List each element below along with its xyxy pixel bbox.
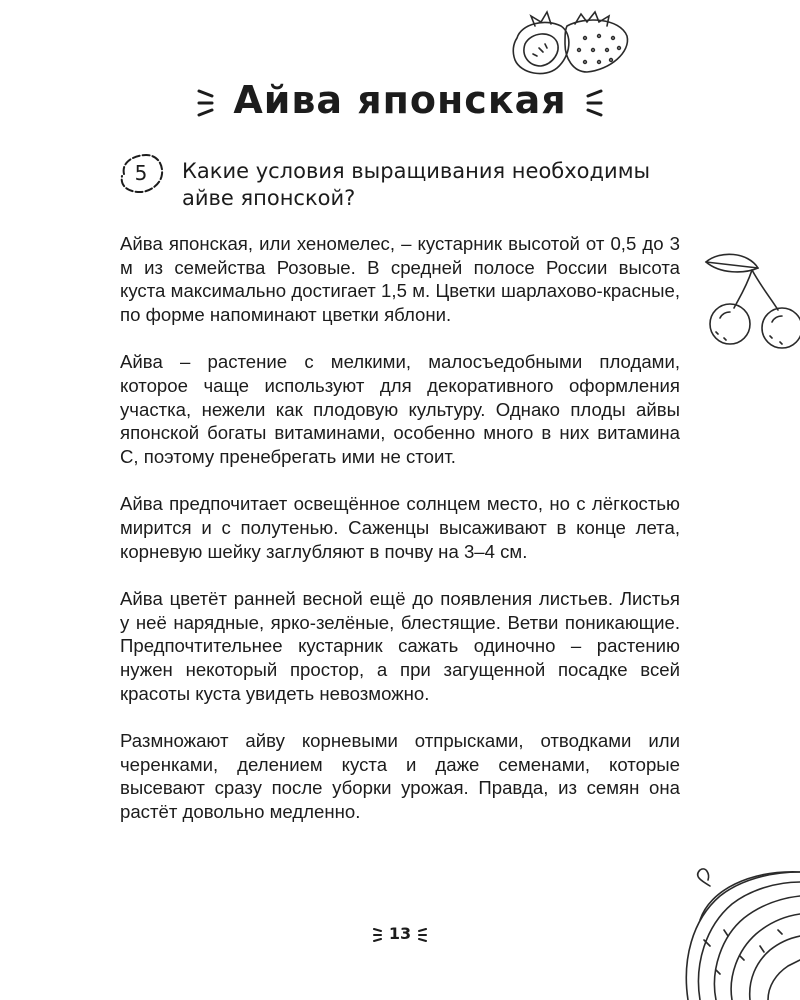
strawberries-drawing bbox=[495, 8, 645, 78]
article-body bbox=[120, 232, 680, 847]
question-number: 5 bbox=[134, 161, 148, 185]
page-title bbox=[0, 78, 800, 122]
question-text: Какие условия выращивания необходимы айве японской? bbox=[182, 159, 651, 210]
paragraph: Айва цветёт ранней весной ещё до появления листьев. Листья у неё нарядные, ярко-зелёные, блестящие. Ветви поникающие. Предпочтительнее кустарник сажать одиночно – растению нужен некоторый простор, а при загущенной посадке всей красоты куста увидеть невозможно. bbox=[120, 588, 680, 704]
paragraph: Айва – растение с мелкими, малосъедобными плодами, которое чаще используют для декоративного оформления участка, нежели как плодовую культуру. Однако плоды айвы японской богаты витаминами, особенно много в них витамина С, поэтому пренебрегать ими не стоит. bbox=[120, 351, 680, 467]
title-right-ornament bbox=[585, 88, 603, 118]
title-text: Айва японская bbox=[233, 78, 567, 122]
footer-left-ornament bbox=[373, 927, 383, 943]
question-number-badge bbox=[116, 152, 166, 194]
title-left-ornament bbox=[197, 88, 215, 118]
paragraph: Размножают айву корневыми отпрысками, отводками или черенками, делением куста и даже семенами, которые высевают сразу после уборки урожая. Правда, из семян она растёт довольно медленно. bbox=[120, 730, 680, 822]
page-footer bbox=[0, 924, 800, 943]
footer-right-ornament bbox=[417, 927, 427, 943]
page-number: 13 bbox=[388, 924, 412, 943]
paragraph: Айва предпочитает освещённое солнцем место, но с лёгкостью мирится и с полутенью. Саженцы высаживают в конце лета, корневую шейку заглубляют в почву на 3–4 см. bbox=[120, 493, 680, 562]
paragraph: Айва японская, или хеномелес, – кустарник высотой от 0,5 до 3 м из семейства Розовые. В средней полосе России высота куста максимально достигает 1,5 м. Цветки шарлахово-красные, по форме напоминают цветки яблони. bbox=[120, 233, 680, 325]
cherries-drawing bbox=[700, 248, 800, 358]
